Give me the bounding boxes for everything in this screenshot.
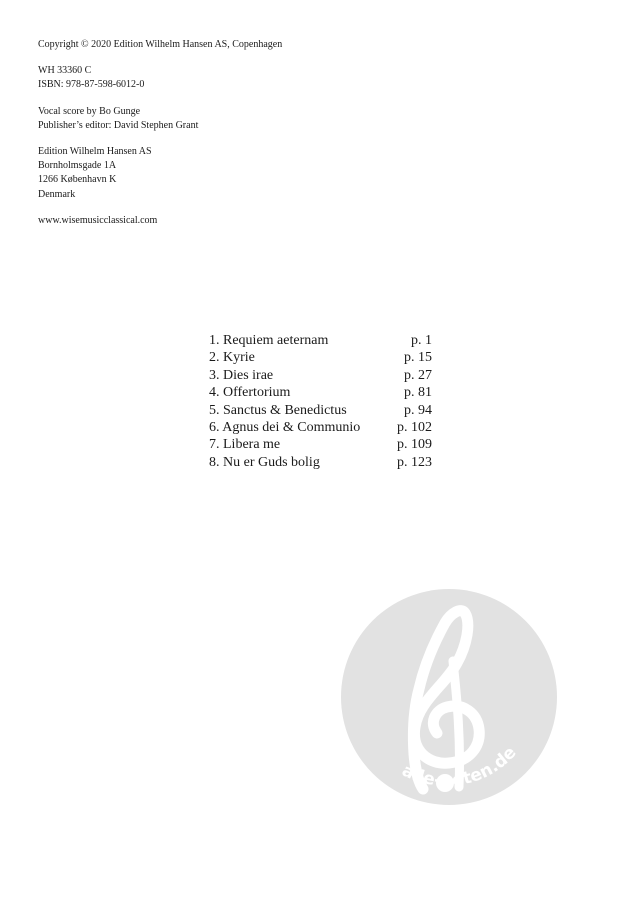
website-section xyxy=(38,214,282,228)
address-city: 1266 København K xyxy=(38,174,117,186)
toc-entry-title: 2. Kyrie xyxy=(209,350,255,366)
toc-entry xyxy=(209,349,432,366)
toc-entry xyxy=(209,436,432,453)
toc-entry-title: 5. Sanctus & Benedictus xyxy=(209,402,347,418)
watermark xyxy=(341,589,557,805)
toc-entry xyxy=(209,367,432,384)
toc-entry-page: p. 109 xyxy=(397,437,432,453)
toc-entry xyxy=(209,419,432,436)
toc-entry-title: 3. Dies irae xyxy=(209,367,274,383)
watermark-graphic xyxy=(341,589,557,805)
editor-credit: Publisher’s editor: David Stephen Grant xyxy=(38,119,199,131)
toc-entry xyxy=(209,332,432,349)
publisher-address xyxy=(38,145,282,202)
publisher-name: Edition Wilhelm Hansen AS xyxy=(38,146,152,158)
toc-entry-title: 4. Offertorium xyxy=(209,385,291,401)
toc-entry xyxy=(209,402,432,419)
toc-entry-title: 7. Libera me xyxy=(209,437,281,453)
catalog-section xyxy=(38,64,282,92)
toc-entry-page: p. 94 xyxy=(404,402,432,418)
toc-entry-page: p. 102 xyxy=(397,420,432,436)
copyright-line: Copyright © 2020 Edition Wilhelm Hansen AS, Copenhagen xyxy=(38,39,283,50)
toc-entry-title: 6. Agnus dei & Communio xyxy=(209,420,361,436)
imprint-block xyxy=(38,38,282,240)
address-country: Denmark xyxy=(38,188,76,200)
toc-entry-title: 1. Requiem aeternam xyxy=(209,333,329,348)
toc-entry-page: p. 15 xyxy=(404,350,432,366)
toc-entry xyxy=(209,454,432,471)
toc-entry-page: p. 123 xyxy=(397,454,432,470)
toc-entry-page: p. 27 xyxy=(404,367,432,383)
watermark-text: alle-noten.de xyxy=(398,742,521,791)
vocal-score-credit: Vocal score by Bo Gunge xyxy=(38,105,141,117)
table-of-contents xyxy=(209,332,432,471)
website-url: www.wisemusicclassical.com xyxy=(38,214,158,226)
credits-section xyxy=(38,105,282,133)
toc-entry-title: 8. Nu er Guds bolig xyxy=(209,454,320,470)
catalog-number: WH 33360 C xyxy=(38,65,92,77)
toc-entry-page: p. 81 xyxy=(404,385,432,401)
copyright-section xyxy=(38,38,282,52)
address-street: Bornholmsgade 1A xyxy=(38,160,117,172)
toc-entry-page: p. 1 xyxy=(411,333,432,348)
toc-entry xyxy=(209,384,432,401)
isbn-line: ISBN: 978-87-598-6012-0 xyxy=(38,79,145,91)
